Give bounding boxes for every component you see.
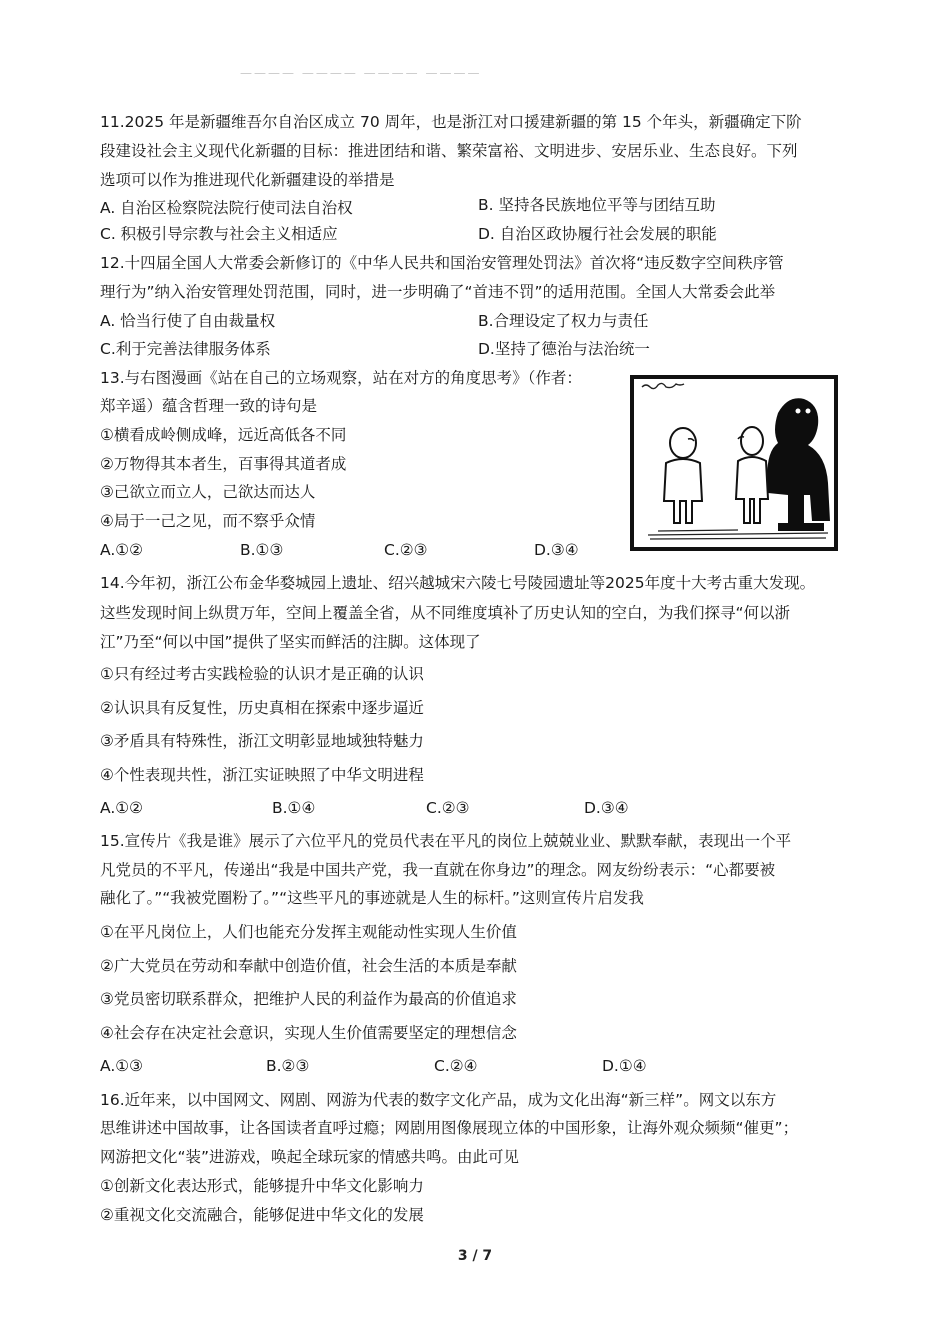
q15-option-d: D.①④ bbox=[602, 1057, 647, 1075]
q16-item-1: ①创新文化表达形式，能够提升中华文化影响力 bbox=[100, 1177, 424, 1195]
cartoon-two-people-with-shadow-icon bbox=[628, 373, 840, 553]
q12-option-b: B.合理设定了权力与责任 bbox=[478, 312, 649, 330]
q14-line-1: 14.今年初，浙江公布金华婺城园上遗址、绍兴越城宋六陵七号陵园遗址等2025年度十大考古重大发现。 bbox=[100, 574, 816, 592]
q16-line-3: 网游把文化“装”进游戏，唤起全球玩家的情感共鸣。由此可见 bbox=[100, 1148, 520, 1166]
q15-line-1: 15.宣传片《我是谁》展示了六位平凡的党员代表在平凡的岗位上兢兢业业、默默奉献，表现出一个平 bbox=[100, 832, 792, 850]
q12-option-a: A. 恰当行使了自由裁量权 bbox=[100, 312, 276, 330]
q14-line-3: 江”乃至“何以中国”提供了坚实而鲜活的注脚。这体现了 bbox=[100, 633, 481, 651]
q12-option-c: C.利于完善法律服务体系 bbox=[100, 340, 271, 358]
q11-option-d: D. 自治区政协履行社会发展的职能 bbox=[478, 225, 717, 243]
q14-option-b: B.①④ bbox=[272, 799, 316, 817]
q14-item-2: ②认识具有反复性，历史真相在探索中逐步逼近 bbox=[100, 699, 424, 717]
q14-option-a: A.①② bbox=[100, 799, 144, 817]
q13-option-d: D.③④ bbox=[534, 541, 579, 559]
q15-option-a: A.①③ bbox=[100, 1057, 144, 1075]
q14-item-3: ③矛盾具有特殊性，浙江文明彰显地域独特魅力 bbox=[100, 732, 424, 750]
q14-option-d: D.③④ bbox=[584, 799, 629, 817]
q16-line-2: 思维讲述中国故事，让各国读者直呼过瘾；网剧用图像展现立体的中国形象，让海外观众频频“催更”； bbox=[100, 1119, 799, 1137]
q11-line-3: 选项可以作为推进现代化新疆建设的举措是 bbox=[100, 171, 395, 189]
q15-line-3: 融化了。”“我被党圈粉了。”“这些平凡的事迹就是人生的标杆。”这则宣传片启发我 bbox=[100, 889, 644, 907]
page-number: 3 / 7 bbox=[457, 1248, 493, 1264]
page-header-faint: ———— ———— ———— ———— bbox=[240, 66, 482, 80]
q15-item-2: ②广大党员在劳动和奉献中创造价值，社会生活的本质是奉献 bbox=[100, 957, 517, 975]
q15-item-3: ③党员密切联系群众，把维护人民的利益作为最高的价值追求 bbox=[100, 990, 517, 1008]
q13-item-4: ④局于一己之见，而不察乎众情 bbox=[100, 512, 316, 530]
q14-item-1: ①只有经过考古实践检验的认识才是正确的认识 bbox=[100, 665, 424, 683]
q12-line-2: 理行为”纳入治安管理处罚范围，同时，进一步明确了“首违不罚”的适用范围。全国人大常委会此举 bbox=[100, 283, 776, 301]
q14-line-2: 这些发现时间上纵贯万年，空间上覆盖全省，从不同维度填补了历史认知的空白，为我们探寻“何以浙 bbox=[100, 604, 791, 622]
q11-line-1: 11.2025 年是新疆维吾尔自治区成立 70 周年，也是浙江对口援建新疆的第 15 个年头，新疆确定下阶 bbox=[100, 113, 802, 131]
q15-option-c: C.②④ bbox=[434, 1057, 478, 1075]
q16-item-2: ②重视文化交流融合，能够促进中华文化的发展 bbox=[100, 1206, 424, 1224]
q12-line-1: 12.十四届全国人大常委会新修订的《中华人民共和国治安管理处罚法》首次将“违反数字空间秩序管 bbox=[100, 254, 784, 272]
q15-item-1: ①在平凡岗位上，人们也能充分发挥主观能动性实现人生价值 bbox=[100, 923, 517, 941]
q11-option-b: B. 坚持各民族地位平等与团结互助 bbox=[478, 196, 716, 214]
q13-option-b: B.①③ bbox=[240, 541, 284, 559]
q14-option-c: C.②③ bbox=[426, 799, 470, 817]
q13-option-c: C.②③ bbox=[384, 541, 428, 559]
q13-option-a: A.①② bbox=[100, 541, 144, 559]
q13-line-1: 13.与右图漫画《站在自己的立场观察，站在对方的角度思考》（作者： bbox=[100, 369, 582, 387]
q13-item-1: ①横看成岭侧成峰，远近高低各不同 bbox=[100, 426, 347, 444]
q12-option-d: D.坚持了德治与法治统一 bbox=[478, 340, 650, 358]
q11-option-c: C. 积极引导宗教与社会主义相适应 bbox=[100, 225, 338, 243]
q14-item-4: ④个性表现共性，浙江实证映照了中华文明进程 bbox=[100, 766, 424, 784]
q15-item-4: ④社会存在决定社会意识，实现人生价值需要坚定的理想信念 bbox=[100, 1024, 517, 1042]
q15-line-2: 凡党员的不平凡，传递出“我是中国共产党，我一直就在你身边”的理念。网友纷纷表示：“心都要被 bbox=[100, 861, 776, 879]
q13-item-2: ②万物得其本者生，百事得其道者成 bbox=[100, 455, 347, 473]
q15-option-b: B.②③ bbox=[266, 1057, 310, 1075]
q11-line-2: 段建设社会主义现代化新疆的目标：推进团结和谐、繁荣富裕、文明进步、安居乐业、生态良好。下列 bbox=[100, 142, 798, 160]
q13-line-2: 郑辛遥）蕴含哲理一致的诗句是 bbox=[100, 397, 318, 415]
q13-item-3: ③己欲立而立人，己欲达而达人 bbox=[100, 483, 316, 501]
q11-option-a: A. 自治区检察院法院行使司法自治权 bbox=[100, 199, 353, 217]
q16-line-1: 16.近年来，以中国网文、网剧、网游为代表的数字文化产品，成为文化出海“新三样”。网文以东方 bbox=[100, 1091, 777, 1109]
